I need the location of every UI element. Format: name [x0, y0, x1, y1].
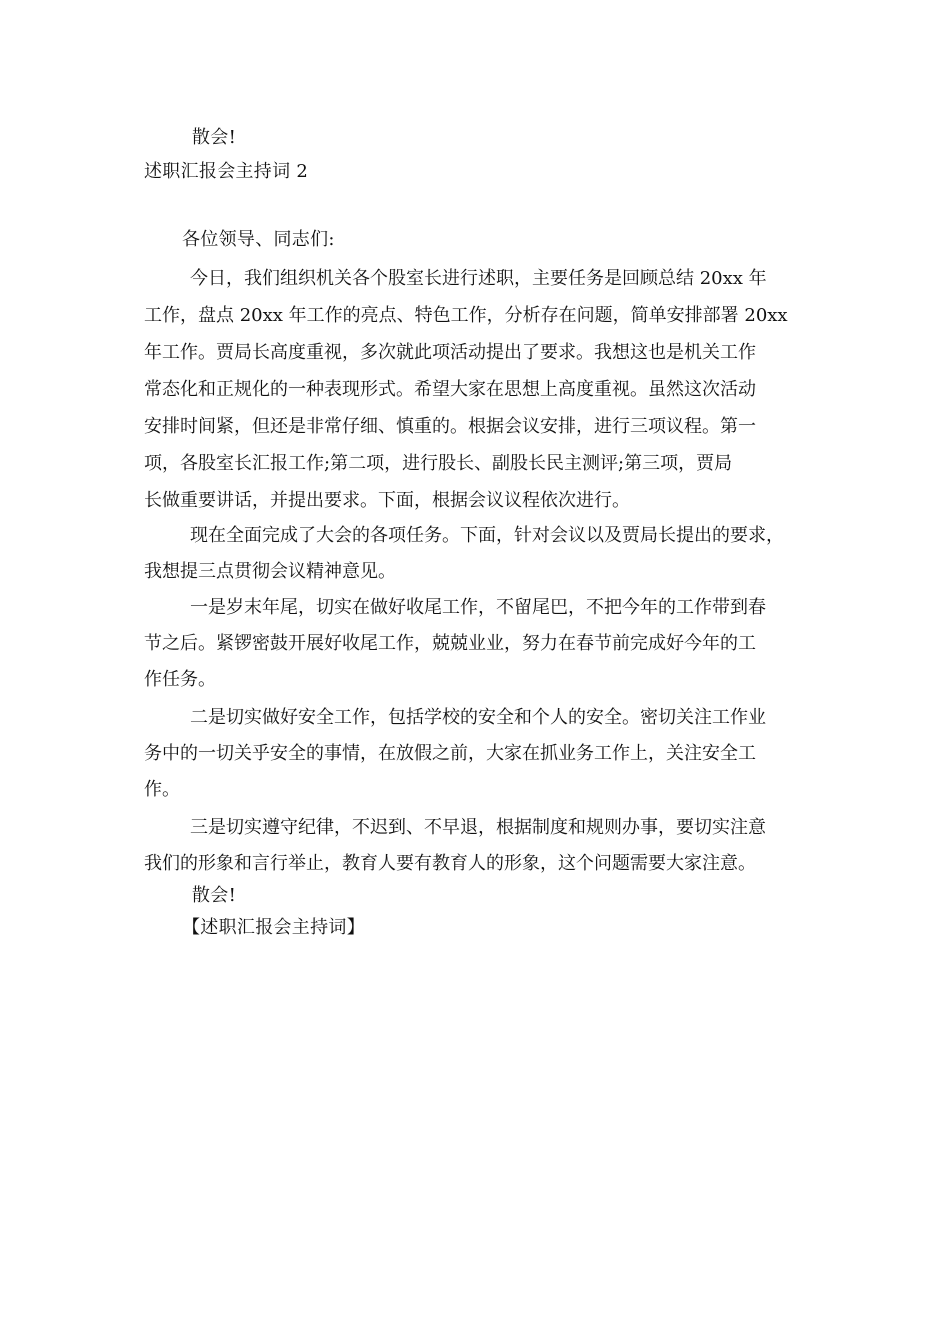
text-line: 三是切实遵守纪律，不迟到、不早退，根据制度和规则办事，要切实注意 — [190, 817, 766, 838]
closing-text-bottom: 散会! — [192, 885, 237, 906]
closing-text-top: 散会! — [192, 127, 237, 148]
section-title: 述职汇报会主持词 2 — [144, 161, 309, 182]
paragraph-point-three — [144, 810, 814, 882]
text-line: 务中的一切关乎安全的事情，在放假之前，大家在抓业务工作上，关注安全工 — [144, 743, 756, 764]
paragraph-intro — [144, 260, 814, 519]
text-line: 现在全面完成了大会的各项任务。下面，针对会议以及贾局长提出的要求， — [190, 525, 784, 546]
text-line: 二是切实做好安全工作，包括学校的安全和个人的安全。密切关注工作业 — [190, 707, 766, 728]
text-line: 项，各股室长汇报工作;第二项，进行股长、副股长民主测评;第三项，贾局 — [144, 453, 733, 474]
text-line: 我想提三点贯彻会议精神意见。 — [144, 561, 396, 582]
text-line: 作。 — [144, 779, 180, 800]
text-line: 工作，盘点 20xx 年工作的亮点、特色工作，分析存在问题，简单安排部署 20xx — [144, 305, 788, 326]
text-line: 安排时间紧，但还是非常仔细、慎重的。根据会议安排，进行三项议程。第一 — [144, 416, 756, 437]
text-line: 节之后。紧锣密鼓开展好收尾工作，兢兢业业，努力在春节前完成好今年的工 — [144, 633, 756, 654]
text-line: 今日，我们组织机关各个股室长进行述职，主要任务是回顾总结 20xx 年 — [190, 268, 767, 289]
text-line: 长做重要讲话，并提出要求。下面，根据会议议程依次进行。 — [144, 490, 630, 511]
footer-tag: 【述职汇报会主持词】 — [182, 917, 365, 938]
greeting: 各位领导、同志们: — [182, 229, 335, 250]
paragraph-point-two — [144, 700, 814, 808]
text-line: 作任务。 — [144, 669, 216, 690]
text-line: 一是岁末年尾，切实在做好收尾工作，不留尾巴，不把今年的工作带到春 — [190, 597, 766, 618]
text-line: 年工作。贾局长高度重视，多次就此项活动提出了要求。我想这也是机关工作 — [144, 342, 756, 363]
text-line: 常态化和正规化的一种表现形式。希望大家在思想上高度重视。虽然这次活动 — [144, 379, 756, 400]
text-line: 我们的形象和言行举止，教育人要有教育人的形象，这个问题需要大家注意。 — [144, 853, 756, 874]
paragraph-point-one — [144, 590, 814, 698]
paragraph-summary — [144, 518, 824, 590]
